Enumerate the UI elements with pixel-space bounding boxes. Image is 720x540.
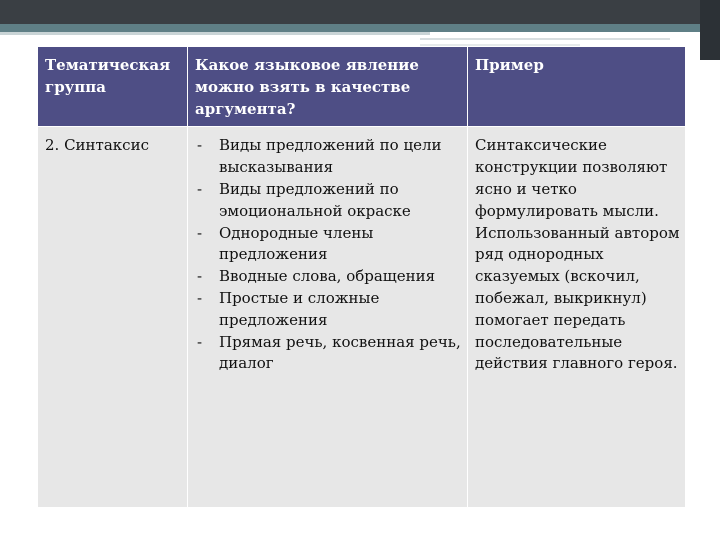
list-item: - Вводные слова, обращения xyxy=(195,266,462,288)
cell-example: Синтаксические конструкции позволяют ясно и четко формулировать мысли. Использованный автором ряд однородных сказуемых (вскочил, побежал, выкрикнул) помогает передать последовательные действия главного героя. xyxy=(468,127,686,508)
cell-phenomena xyxy=(188,127,468,508)
phenomena-list xyxy=(195,135,462,375)
syntax-argument-table xyxy=(37,46,686,508)
list-item: - Виды предложений по эмоциональной окраске xyxy=(195,179,462,223)
list-item: - Прямая речь, косвенная речь, диалог xyxy=(195,332,462,376)
corner-accent xyxy=(700,0,720,60)
top-banner-highlight xyxy=(0,32,430,35)
cell-group: 2. Синтаксис xyxy=(38,127,188,508)
table-row xyxy=(38,127,686,508)
top-banner-stripe xyxy=(0,24,720,32)
list-item: - Однородные члены предложения xyxy=(195,223,462,267)
top-banner-dark xyxy=(0,0,720,24)
list-item: - Простые и сложные предложения xyxy=(195,288,462,332)
list-item: - Виды предложений по цели высказывания xyxy=(195,135,462,179)
header-language-phenomenon: Какое языковое явление можно взять в качестве аргумента? xyxy=(188,47,468,127)
header-thematic-group: Тематическая группа xyxy=(38,47,188,127)
header-example: Пример xyxy=(468,47,686,127)
header-row xyxy=(38,47,686,127)
decorative-line xyxy=(420,38,670,40)
